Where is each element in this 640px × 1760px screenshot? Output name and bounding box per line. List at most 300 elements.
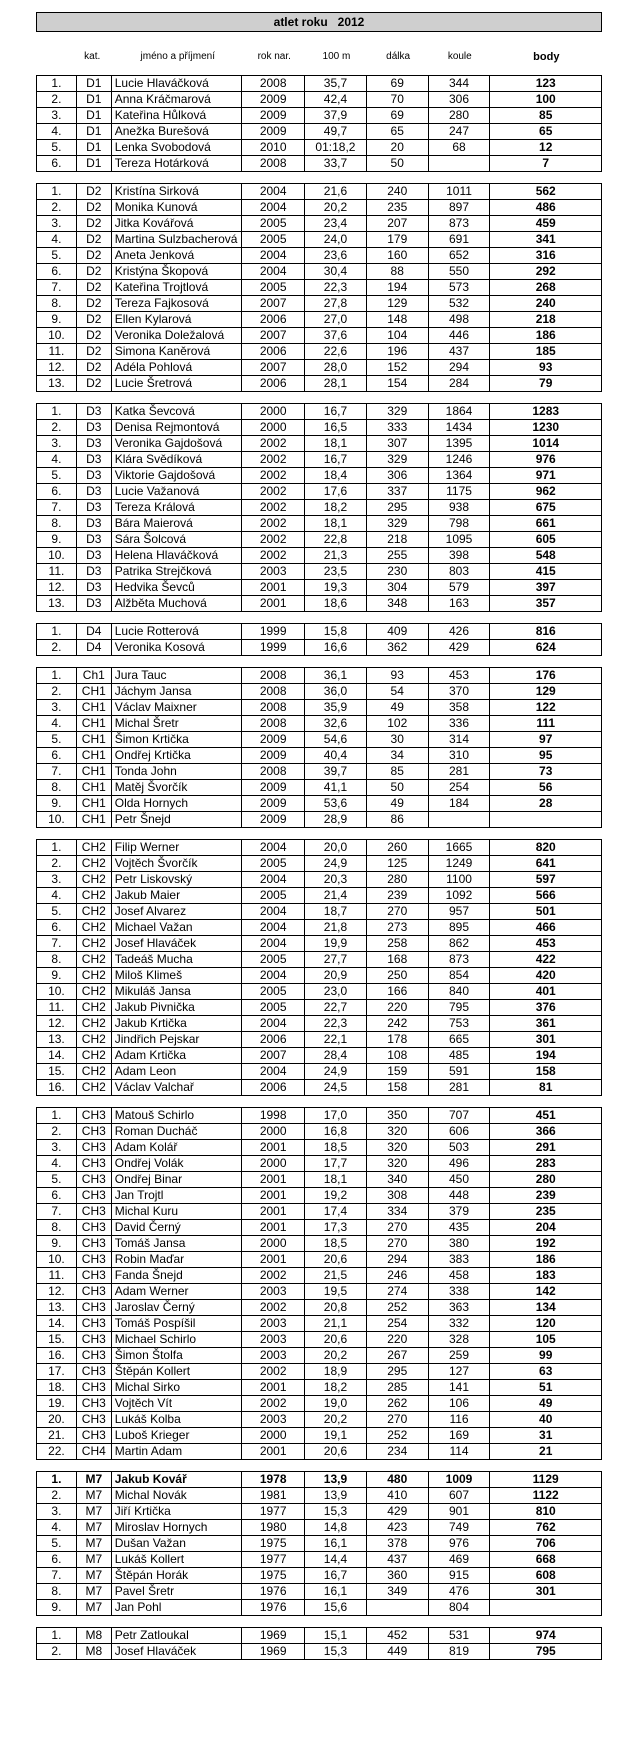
table-row <box>37 763 601 779</box>
shot-put-cell: 458 <box>428 1268 490 1283</box>
category-cell: CH2 <box>76 1000 111 1015</box>
category-cell: CH3 <box>76 1252 111 1267</box>
points-cell: 204 <box>489 1220 601 1235</box>
name-cell: Adam Krtička <box>111 1048 242 1063</box>
long-jump-cell: 329 <box>366 516 428 531</box>
category-section <box>36 1627 602 1660</box>
shot-put-cell: 665 <box>428 1032 490 1047</box>
birth-year-cell: 2009 <box>241 124 304 139</box>
category-cell: D2 <box>76 184 111 199</box>
points-cell: 268 <box>489 280 601 295</box>
long-jump-cell: 69 <box>366 108 428 123</box>
table-row <box>37 404 601 419</box>
table-row <box>37 107 601 123</box>
points-cell: 301 <box>489 1032 601 1047</box>
header-points: body <box>533 51 560 63</box>
birth-year-cell: 2001 <box>241 1204 304 1219</box>
long-jump-cell: 337 <box>366 484 428 499</box>
long-jump-cell: 159 <box>366 1064 428 1079</box>
table-row <box>37 731 601 747</box>
rank-cell: 9. <box>51 796 62 810</box>
category-cell: D2 <box>76 312 111 327</box>
long-jump-cell: 152 <box>366 360 428 375</box>
header-birth-year: rok nar. <box>257 51 291 62</box>
name-cell: Sára Šolcová <box>111 532 242 547</box>
points-cell: 129 <box>489 684 601 699</box>
header-shot-put: koule <box>447 51 472 62</box>
table-row <box>37 1251 601 1267</box>
sprint-100m-cell: 18,2 <box>304 500 366 515</box>
birth-year-cell: 2002 <box>241 516 304 531</box>
sprint-100m-cell: 18,5 <box>304 1140 366 1155</box>
shot-put-cell: 1864 <box>428 404 490 419</box>
results-sheet <box>36 12 602 1671</box>
birth-year-cell: 2003 <box>241 1284 304 1299</box>
name-cell: Adam Leon <box>111 1064 242 1079</box>
shot-put-cell: 280 <box>428 108 490 123</box>
name-cell: Josef Hlaváček <box>111 936 242 951</box>
birth-year-cell: 2004 <box>241 248 304 263</box>
rank-cell: 10. <box>48 548 65 562</box>
name-cell: Ellen Kylarová <box>111 312 242 327</box>
table-row <box>37 1123 601 1139</box>
sprint-100m-cell: 19,0 <box>304 1396 366 1411</box>
name-cell: Martin Adam <box>111 1444 242 1459</box>
category-cell: M7 <box>76 1520 111 1535</box>
birth-year-cell: 2008 <box>241 700 304 715</box>
long-jump-cell: 267 <box>366 1348 428 1363</box>
table-row <box>37 1015 601 1031</box>
birth-year-cell: 2003 <box>241 564 304 579</box>
table-row <box>37 1203 601 1219</box>
points-cell: 186 <box>489 328 601 343</box>
long-jump-cell: 65 <box>366 124 428 139</box>
rank-cell: 9. <box>51 532 62 546</box>
points-cell: 1283 <box>489 404 601 419</box>
points-cell: 79 <box>489 376 601 391</box>
sprint-100m-cell: 41,1 <box>304 780 366 795</box>
name-cell: Kateřina Trojtlová <box>111 280 242 295</box>
points-cell: 1122 <box>489 1488 601 1503</box>
category-section <box>36 1471 602 1616</box>
long-jump-cell: 480 <box>366 1472 428 1487</box>
birth-year-cell: 2003 <box>241 1412 304 1427</box>
rank-cell: 8. <box>51 296 62 310</box>
category-section <box>36 839 602 1096</box>
name-cell: Lucie Rotterová <box>111 624 242 639</box>
points-cell: 291 <box>489 1140 601 1155</box>
shot-put-cell: 862 <box>428 936 490 951</box>
points-cell: 65 <box>489 124 601 139</box>
long-jump-cell: 108 <box>366 1048 428 1063</box>
name-cell: Alžběta Muchová <box>111 596 242 611</box>
rank-cell: 2. <box>51 856 62 870</box>
table-row <box>37 531 601 547</box>
birth-year-cell: 2000 <box>241 1156 304 1171</box>
shot-put-cell: 938 <box>428 500 490 515</box>
name-cell: Miroslav Hornych <box>111 1520 242 1535</box>
name-cell: Vojtěch Vít <box>111 1396 242 1411</box>
rank-cell: 9. <box>51 1600 62 1614</box>
birth-year-cell: 2002 <box>241 468 304 483</box>
points-cell: 111 <box>489 716 601 731</box>
table-row <box>37 579 601 595</box>
shot-put-cell: 607 <box>428 1488 490 1503</box>
long-jump-cell: 308 <box>366 1188 428 1203</box>
birth-year-cell: 2009 <box>241 812 304 827</box>
birth-year-cell: 2005 <box>241 216 304 231</box>
name-cell: Pavel Šretr <box>111 1584 242 1599</box>
points-cell: 12 <box>489 140 601 155</box>
sprint-100m-cell: 22,1 <box>304 1032 366 1047</box>
points-cell: 56 <box>489 780 601 795</box>
birth-year-cell: 2002 <box>241 500 304 515</box>
sprint-100m-cell: 22,7 <box>304 1000 366 1015</box>
name-cell: Kristína Sirková <box>111 184 242 199</box>
table-row <box>37 715 601 731</box>
long-jump-cell: 85 <box>366 764 428 779</box>
sprint-100m-cell: 15,1 <box>304 1628 366 1643</box>
shot-put-cell: 496 <box>428 1156 490 1171</box>
birth-year-cell: 2004 <box>241 920 304 935</box>
rank-cell: 8. <box>51 1584 62 1598</box>
category-section <box>36 75 602 172</box>
table-row <box>37 343 601 359</box>
sprint-100m-cell: 40,4 <box>304 748 366 763</box>
rank-cell: 12. <box>48 360 65 374</box>
rank-cell: 9. <box>51 1236 62 1250</box>
long-jump-cell: 270 <box>366 1412 428 1427</box>
sprint-100m-cell: 22,8 <box>304 532 366 547</box>
table-row <box>37 295 601 311</box>
birth-year-cell: 1977 <box>241 1504 304 1519</box>
name-cell: Jakub Pivnička <box>111 1000 242 1015</box>
shot-put-cell: 338 <box>428 1284 490 1299</box>
birth-year-cell: 2001 <box>241 1188 304 1203</box>
long-jump-cell: 196 <box>366 344 428 359</box>
sprint-100m-cell: 21,1 <box>304 1316 366 1331</box>
category-cell: CH3 <box>76 1108 111 1123</box>
long-jump-cell: 70 <box>366 92 428 107</box>
table-row <box>37 1411 601 1427</box>
points-cell: 401 <box>489 984 601 999</box>
points-cell: 459 <box>489 216 601 231</box>
category-cell: CH3 <box>76 1220 111 1235</box>
rank-cell: 3. <box>51 872 62 886</box>
table-row <box>37 747 601 763</box>
birth-year-cell: 2005 <box>241 232 304 247</box>
shot-put-cell: 476 <box>428 1584 490 1599</box>
rank-cell: 5. <box>51 468 62 482</box>
points-cell: 31 <box>489 1428 601 1443</box>
rank-cell: 1. <box>51 76 62 90</box>
table-row <box>37 967 601 983</box>
birth-year-cell: 2006 <box>241 1032 304 1047</box>
long-jump-cell: 246 <box>366 1268 428 1283</box>
name-cell: Jura Tauc <box>111 668 242 683</box>
birth-year-cell: 2009 <box>241 748 304 763</box>
birth-year-cell: 2002 <box>241 484 304 499</box>
category-cell: D3 <box>76 532 111 547</box>
name-cell: Katka Ševcová <box>111 404 242 419</box>
long-jump-cell: 235 <box>366 200 428 215</box>
birth-year-cell: 2002 <box>241 436 304 451</box>
table-row <box>37 1395 601 1411</box>
shot-put-cell: 691 <box>428 232 490 247</box>
category-cell: D4 <box>76 640 111 655</box>
points-cell: 795 <box>489 1644 601 1659</box>
shot-put-cell: 453 <box>428 668 490 683</box>
name-cell: Lucie Šretrová <box>111 376 242 391</box>
category-cell: CH3 <box>76 1364 111 1379</box>
table-row <box>37 919 601 935</box>
name-cell: Michael Važan <box>111 920 242 935</box>
shot-put-cell: 344 <box>428 76 490 91</box>
rank-cell: 2. <box>51 1124 62 1138</box>
category-cell: Ch1 <box>76 668 111 683</box>
points-cell: 1129 <box>489 1472 601 1487</box>
name-cell: Jitka Kovářová <box>111 216 242 231</box>
name-cell: David Černý <box>111 1220 242 1235</box>
shot-put-cell: 1665 <box>428 840 490 855</box>
long-jump-cell: 320 <box>366 1140 428 1155</box>
table-row <box>37 887 601 903</box>
shot-put-cell: 68 <box>428 140 490 155</box>
sprint-100m-cell: 23,5 <box>304 564 366 579</box>
birth-year-cell: 2004 <box>241 184 304 199</box>
table-row <box>37 1187 601 1203</box>
long-jump-cell: 104 <box>366 328 428 343</box>
sprint-100m-cell: 21,3 <box>304 548 366 563</box>
category-cell: CH2 <box>76 840 111 855</box>
points-cell: 120 <box>489 1316 601 1331</box>
shot-put-cell: 1395 <box>428 436 490 451</box>
name-cell: Štěpán Horák <box>111 1568 242 1583</box>
long-jump-cell: 54 <box>366 684 428 699</box>
rank-cell: 8. <box>51 780 62 794</box>
sprint-100m-cell: 21,4 <box>304 888 366 903</box>
name-cell: Jiří Krtička <box>111 1504 242 1519</box>
birth-year-cell: 2008 <box>241 716 304 731</box>
name-cell: Klára Svědíková <box>111 452 242 467</box>
shot-put-cell: 310 <box>428 748 490 763</box>
points-cell: 816 <box>489 624 601 639</box>
shot-put-cell: 437 <box>428 344 490 359</box>
category-cell: CH2 <box>76 920 111 935</box>
category-section <box>36 667 602 828</box>
table-row <box>37 247 601 263</box>
rank-cell: 1. <box>51 1472 62 1486</box>
table-row <box>37 1315 601 1331</box>
long-jump-cell: 230 <box>366 564 428 579</box>
long-jump-cell: 179 <box>366 232 428 247</box>
sprint-100m-cell: 20,2 <box>304 1348 366 1363</box>
rank-cell: 6. <box>51 264 62 278</box>
birth-year-cell: 1978 <box>241 1472 304 1487</box>
points-cell: 99 <box>489 1348 601 1363</box>
table-row <box>37 1583 601 1599</box>
name-cell: Ondřej Binar <box>111 1172 242 1187</box>
category-cell: CH2 <box>76 872 111 887</box>
birth-year-cell: 2005 <box>241 952 304 967</box>
rank-cell: 2. <box>51 1488 62 1502</box>
shot-put-cell <box>428 156 490 171</box>
category-cell: CH3 <box>76 1348 111 1363</box>
table-row <box>37 1519 601 1535</box>
name-cell: Jaroslav Černý <box>111 1300 242 1315</box>
shot-put-cell: 435 <box>428 1220 490 1235</box>
rank-cell: 2. <box>51 92 62 106</box>
long-jump-cell: 295 <box>366 1364 428 1379</box>
points-cell: 122 <box>489 700 601 715</box>
shot-put-cell: 606 <box>428 1124 490 1139</box>
sprint-100m-cell: 15,8 <box>304 624 366 639</box>
name-cell: Tereza Králová <box>111 500 242 515</box>
category-cell: CH2 <box>76 952 111 967</box>
category-cell: CH3 <box>76 1268 111 1283</box>
sprint-100m-cell: 13,9 <box>304 1472 366 1487</box>
points-cell: 105 <box>489 1332 601 1347</box>
points-cell: 100 <box>489 92 601 107</box>
name-cell: Viktorie Gajdošová <box>111 468 242 483</box>
sprint-100m-cell: 19,3 <box>304 580 366 595</box>
table-row <box>37 263 601 279</box>
name-cell: Šimon Krtička <box>111 732 242 747</box>
name-cell: Lucie Hlaváčková <box>111 76 242 91</box>
sprint-100m-cell: 18,7 <box>304 904 366 919</box>
points-cell: 762 <box>489 1520 601 1535</box>
category-cell: CH3 <box>76 1428 111 1443</box>
sprint-100m-cell: 17,6 <box>304 484 366 499</box>
shot-put-cell: 840 <box>428 984 490 999</box>
table-row <box>37 1079 601 1095</box>
table-row <box>37 91 601 107</box>
name-cell: Ondřej Volák <box>111 1156 242 1171</box>
birth-year-cell: 2002 <box>241 1364 304 1379</box>
birth-year-cell: 1969 <box>241 1628 304 1643</box>
points-cell: 97 <box>489 732 601 747</box>
sprint-100m-cell: 24,9 <box>304 856 366 871</box>
category-cell: D3 <box>76 596 111 611</box>
table-row <box>37 903 601 919</box>
table-row <box>37 215 601 231</box>
name-cell: Lenka Svobodová <box>111 140 242 155</box>
points-cell: 376 <box>489 1000 601 1015</box>
birth-year-cell: 1969 <box>241 1644 304 1659</box>
points-cell: 1014 <box>489 436 601 451</box>
long-jump-cell: 304 <box>366 580 428 595</box>
table-row <box>37 483 601 499</box>
sprint-100m-cell: 37,9 <box>304 108 366 123</box>
shot-put-cell: 169 <box>428 1428 490 1443</box>
birth-year-cell: 2000 <box>241 1236 304 1251</box>
long-jump-cell: 362 <box>366 640 428 655</box>
birth-year-cell: 2003 <box>241 1348 304 1363</box>
name-cell: Kateřina Hůlková <box>111 108 242 123</box>
birth-year-cell: 1999 <box>241 624 304 639</box>
points-cell: 706 <box>489 1536 601 1551</box>
shot-put-cell: 579 <box>428 580 490 595</box>
rank-cell: 13. <box>48 1300 65 1314</box>
birth-year-cell: 2001 <box>241 1220 304 1235</box>
category-cell: CH3 <box>76 1380 111 1395</box>
name-cell: Petr Zatloukal <box>111 1628 242 1643</box>
points-cell: 316 <box>489 248 601 263</box>
rank-cell: 6. <box>51 920 62 934</box>
shot-put-cell: 915 <box>428 1568 490 1583</box>
long-jump-cell: 158 <box>366 1080 428 1095</box>
sprint-100m-cell: 49,7 <box>304 124 366 139</box>
table-row <box>37 184 601 199</box>
name-cell: Kristýna Škopová <box>111 264 242 279</box>
birth-year-cell: 2008 <box>241 668 304 683</box>
long-jump-cell: 348 <box>366 596 428 611</box>
shot-put-cell: 336 <box>428 716 490 731</box>
header-long-jump: dálka <box>386 51 411 62</box>
rank-cell: 4. <box>51 452 62 466</box>
shot-put-cell: 114 <box>428 1444 490 1459</box>
name-cell: Michal Novák <box>111 1488 242 1503</box>
points-cell: 183 <box>489 1268 601 1283</box>
name-cell: Matouš Schirlo <box>111 1108 242 1123</box>
rank-cell: 11. <box>48 564 65 578</box>
birth-year-cell: 2002 <box>241 532 304 547</box>
shot-put-cell: 803 <box>428 564 490 579</box>
name-cell: Anna Kráčmarová <box>111 92 242 107</box>
rank-cell: 12. <box>48 1284 65 1298</box>
long-jump-cell: 129 <box>366 296 428 311</box>
name-cell: Jan Pohl <box>111 1600 242 1615</box>
table-row <box>37 1487 601 1503</box>
shot-put-cell: 1175 <box>428 484 490 499</box>
rank-cell: 13. <box>48 596 65 610</box>
shot-put-cell: 804 <box>428 1600 490 1615</box>
shot-put-cell: 901 <box>428 1504 490 1519</box>
category-cell: D2 <box>76 328 111 343</box>
table-row <box>37 999 601 1015</box>
birth-year-cell: 2004 <box>241 936 304 951</box>
category-cell: CH1 <box>76 748 111 763</box>
category-section <box>36 183 602 392</box>
points-cell: 661 <box>489 516 601 531</box>
rank-cell: 2. <box>51 200 62 214</box>
birth-year-cell: 2004 <box>241 904 304 919</box>
birth-year-cell: 2009 <box>241 732 304 747</box>
birth-year-cell: 2001 <box>241 580 304 595</box>
shot-put-cell: 448 <box>428 1188 490 1203</box>
long-jump-cell: 306 <box>366 468 428 483</box>
points-cell: 51 <box>489 1380 601 1395</box>
rank-cell: 16. <box>48 1080 65 1094</box>
table-row <box>37 595 601 611</box>
birth-year-cell: 2008 <box>241 764 304 779</box>
table-row <box>37 779 601 795</box>
shot-put-cell: 358 <box>428 700 490 715</box>
shot-put-cell: 798 <box>428 516 490 531</box>
sprint-100m-cell: 21,8 <box>304 920 366 935</box>
category-section <box>36 403 602 612</box>
table-row <box>37 1219 601 1235</box>
birth-year-cell: 2001 <box>241 1172 304 1187</box>
rank-cell: 9. <box>51 312 62 326</box>
points-cell: 420 <box>489 968 601 983</box>
points-cell: 280 <box>489 1172 601 1187</box>
rank-cell: 4. <box>51 124 62 138</box>
name-cell: Miloš Klimeš <box>111 968 242 983</box>
name-cell: Veronika Kosová <box>111 640 242 655</box>
shot-put-cell: 1100 <box>428 872 490 887</box>
sprint-100m-cell: 27,0 <box>304 312 366 327</box>
